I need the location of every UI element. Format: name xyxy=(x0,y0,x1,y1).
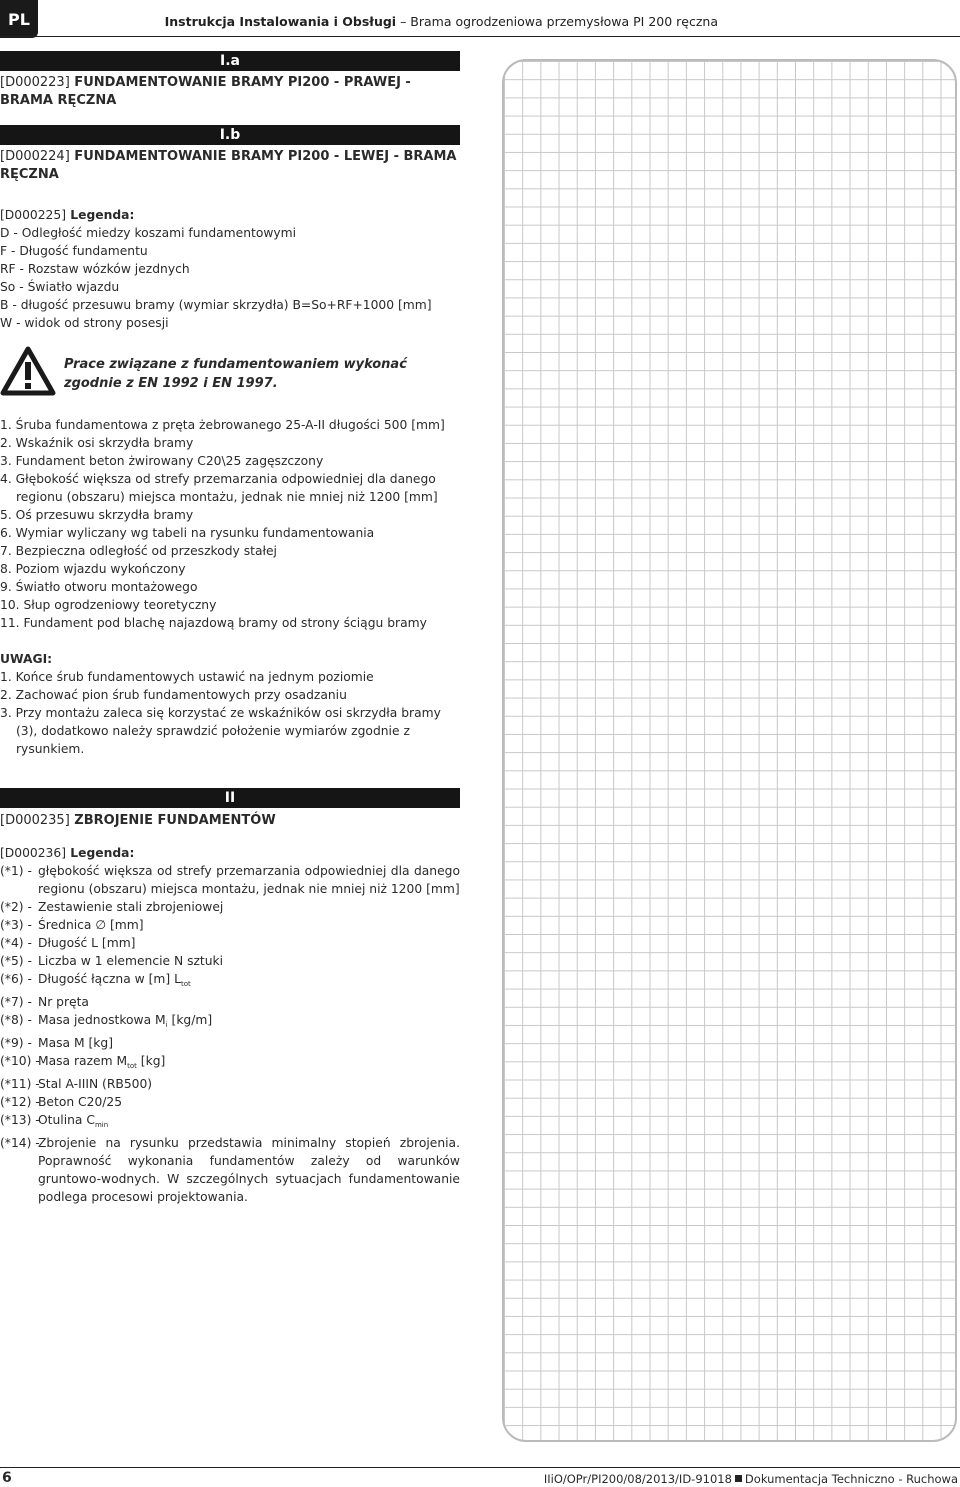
section-bar-ib: I.b xyxy=(0,125,460,145)
note-item: 2. Zachować pion śrub fundamentowych przy osadzaniu xyxy=(0,688,347,702)
footer-doc-name: Dokumentacja Techniczno - Ruchowa xyxy=(744,1472,958,1486)
page-header xyxy=(0,14,960,29)
legend-item-text xyxy=(38,970,460,993)
legend-item: B - długość przesuwu bramy (wymiar skrzydła) B=So+RF+1000 [mm] xyxy=(0,298,432,312)
legend-item-label: (*10) - xyxy=(0,1054,40,1068)
list-item: 1. Śruba fundamentowa z pręta żebrowanego 25-A-II długości 500 [mm] xyxy=(0,418,445,432)
list-item: 7. Bezpieczna odległość od przeszkody stałej xyxy=(0,544,277,558)
legend-title: Legenda: xyxy=(66,846,135,860)
legend-item xyxy=(0,952,460,970)
legend-item: RF - Rozstaw wózków jezdnych xyxy=(0,262,190,276)
legend-item-subscript: min xyxy=(94,1121,109,1129)
language-label: PL xyxy=(8,9,30,29)
section-title-ib xyxy=(0,148,460,184)
legend-item-text: Masa M [kg] xyxy=(38,1036,114,1050)
legend-item-text xyxy=(38,1111,460,1134)
legend-item-after: [kg/m] xyxy=(167,1013,213,1027)
note-item: 1. Końce śrub fundamentowych ustawić na jednym poziomie xyxy=(0,670,374,684)
legend-item-label: (*9) - xyxy=(0,1036,32,1050)
legend-item-main: Długość łączna w [m] L xyxy=(38,972,181,986)
notes-block xyxy=(0,650,460,758)
legend-item xyxy=(0,1052,460,1075)
section-bar-ii: II xyxy=(0,788,460,808)
legend-item-text: Nr pręta xyxy=(38,995,89,1009)
legend-item: D - Odległość miedzy koszami fundamentowymi xyxy=(0,226,297,240)
legend-item-label: (*1) - xyxy=(0,864,32,878)
numbered-list xyxy=(0,416,460,632)
header-subtitle: – Brama ogrodzeniowa przemysłowa PI 200 ręczna xyxy=(396,14,718,29)
list-item: 8. Poziom wjazdu wykończony xyxy=(0,562,186,576)
footer-document-info xyxy=(544,1472,958,1486)
legend-item-label: (*14) - xyxy=(0,1136,40,1150)
section-heading: ZBROJENIE FUNDAMENTÓW xyxy=(69,813,276,828)
section-code: [D000224] xyxy=(0,149,70,164)
legend-item xyxy=(0,1075,460,1093)
footer-divider xyxy=(0,1467,960,1468)
legend-item-subscript: i xyxy=(165,1021,168,1029)
note-item: 3. Przy montażu zaleca się korzystać ze wskaźników osi skrzydła bramy (3), dodatkowo należy sprawdzić położenie wymiarów zgodnie z rysunkiem. xyxy=(0,706,441,756)
legend-item-text: Długość L [mm] xyxy=(38,936,136,950)
section-code: [D000223] xyxy=(0,75,70,90)
legend-heading xyxy=(0,206,460,224)
legend-item-label: (*3) - xyxy=(0,918,32,932)
warning-note xyxy=(0,346,460,396)
warning-text: Prace związane z fundamentowaniem wykonać zgodnie z EN 1992 i EN 1997. xyxy=(64,357,407,391)
legend-item-text: głębokość większa od strefy przemarzania odpowiedniej dla danego regionu (obszaru) miejsca montażu, jednak nie mniej niż 1200 [mm] xyxy=(38,864,460,896)
legend-item xyxy=(0,862,460,898)
page-number: 6 xyxy=(2,1470,12,1486)
legend-item xyxy=(0,898,460,916)
legend-block-1 xyxy=(0,206,460,332)
legend-item xyxy=(0,993,460,1011)
square-bullet-icon xyxy=(735,1475,742,1482)
legend-item-text: Zestawienie stali zbrojeniowej xyxy=(38,900,224,914)
notes-heading: UWAGI: xyxy=(0,652,53,666)
left-column xyxy=(0,51,460,1206)
warning-triangle-icon xyxy=(0,346,56,396)
list-item: 5. Oś przesuwu skrzydła bramy xyxy=(0,508,194,522)
section-code: [D000235] xyxy=(0,813,70,828)
legend-item: F - Długość fundamentu xyxy=(0,244,148,258)
notes-grid-area xyxy=(502,59,957,1442)
legend-item-text: Liczba w 1 elemencie N sztuki xyxy=(38,954,224,968)
legend-item-label: (*7) - xyxy=(0,995,32,1009)
legend-block-2 xyxy=(0,844,460,1206)
legend-item-label: (*2) - xyxy=(0,900,32,914)
section-bar-ia: I.a xyxy=(0,51,460,71)
legend-item-label: (*4) - xyxy=(0,936,32,950)
legend-item xyxy=(0,934,460,952)
legend-item-text: Beton C20/25 xyxy=(38,1095,123,1109)
list-item: 10. Słup ogrodzeniowy teoretyczny xyxy=(0,598,217,612)
footer-doc-code: IIiO/OPr/PI200/08/2013/ID-91018 xyxy=(543,1472,732,1486)
legend-item-text: Zbrojenie na rysunku przedstawia minimalny stopień zbrojenia. Poprawność wykonania fundamentów zależy od warunków gruntowo-wodnych. W szczególnych sytuacjach fundamentowanie podlega procesowi projektowania. xyxy=(38,1136,460,1204)
section-heading: FUNDAMENTOWANIE BRAMY PI200 - LEWEJ - BRAMA RĘCZNA xyxy=(0,149,457,182)
legend-item-after: [kg] xyxy=(136,1054,166,1068)
header-title: Instrukcja Instalowania i Obsługi xyxy=(164,14,397,29)
legend-item-label: (*8) - xyxy=(0,1013,32,1027)
legend-item-text: Stal A-IIIN (RB500) xyxy=(38,1077,153,1091)
legend-item-text xyxy=(38,1011,460,1034)
legend-item xyxy=(0,1111,460,1134)
legend-item xyxy=(0,970,460,993)
legend-item xyxy=(0,916,460,934)
legend-item xyxy=(0,1034,460,1052)
list-item: 9. Światło otworu montażowego xyxy=(0,580,198,594)
list-item: 3. Fundament beton żwirowany C20\25 zagęszczony xyxy=(0,454,324,468)
header-divider xyxy=(0,36,960,37)
legend-item-subscript: tot xyxy=(180,980,191,988)
legend-item-main: Otulina C xyxy=(38,1113,95,1127)
list-item: 6. Wymiar wyliczany wg tabeli na rysunku fundamentowania xyxy=(0,526,375,540)
section-title-ia xyxy=(0,74,460,110)
section-title-ii xyxy=(0,812,460,830)
legend-code: [D000236] xyxy=(0,846,67,860)
legend-title: Legenda: xyxy=(66,208,135,222)
legend-item-label: (*5) - xyxy=(0,954,32,968)
list-item: 11. Fundament pod blachę najazdową bramy od strony ściągu bramy xyxy=(0,616,427,630)
legend-code: [D000225] xyxy=(0,208,67,222)
legend-item-subscript: tot xyxy=(127,1062,137,1070)
legend-item xyxy=(0,1093,460,1111)
legend-item-label: (*13) - xyxy=(0,1113,40,1127)
legend-item xyxy=(0,1011,460,1034)
legend-item xyxy=(0,1134,460,1206)
legend-item: W - widok od strony posesji xyxy=(0,316,169,330)
legend-item-main: Masa razem M xyxy=(38,1054,128,1068)
list-item: 2. Wskaźnik osi skrzydła bramy xyxy=(0,436,194,450)
legend-item-label: (*11) - xyxy=(0,1077,40,1091)
list-item: 4. Głębokość większa od strefy przemarzania odpowiedniej dla danego regionu (obszaru) miejsca montażu, jednak nie mniej niż 1200 [mm] xyxy=(0,472,438,504)
legend-item-text xyxy=(38,1052,460,1075)
legend-item: So - Światło wjazdu xyxy=(0,280,120,294)
legend-item-main: Masa jednostkowa M xyxy=(38,1013,166,1027)
legend-item-label: (*12) - xyxy=(0,1095,40,1109)
legend-item-text: Średnica ∅ [mm] xyxy=(38,918,144,932)
section-heading: FUNDAMENTOWANIE BRAMY PI200 - PRAWEJ - BRAMA RĘCZNA xyxy=(0,75,411,108)
legend-heading xyxy=(0,844,460,862)
legend-item-label: (*6) - xyxy=(0,972,32,986)
